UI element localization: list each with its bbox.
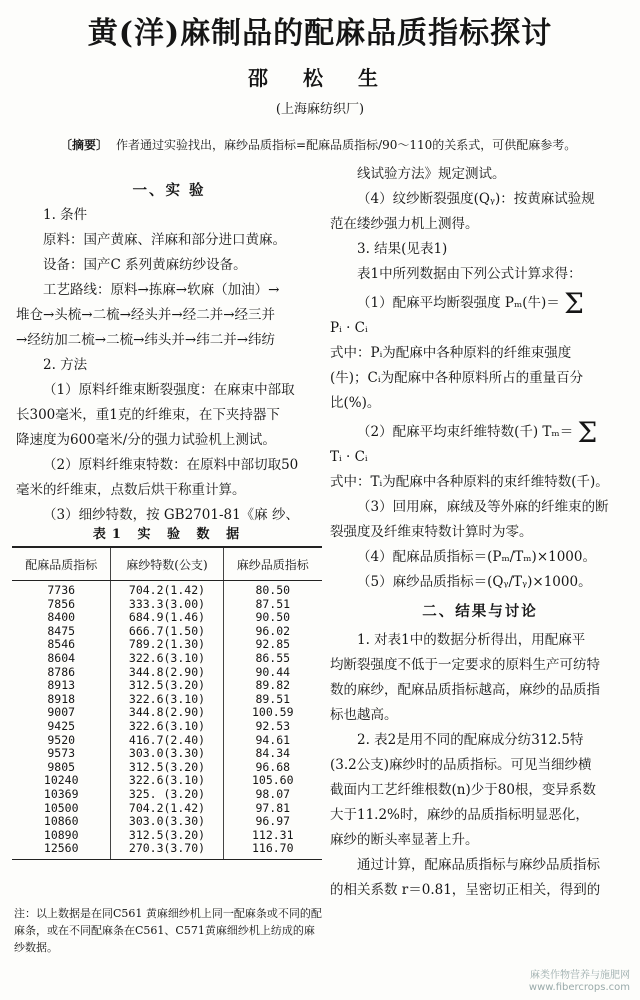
table-cell: 10369 (43, 786, 79, 801)
table-row (12, 720, 322, 734)
paragraph: 1. 对表1中的数据分析得出，用配麻平 (357, 632, 586, 648)
paragraph: 的相关系数 r＝0.81，呈密切正相关，得到的 (330, 882, 601, 898)
table-row (12, 761, 322, 775)
summation-symbol: Σ (564, 287, 584, 320)
table-cell: 8918 (47, 691, 76, 706)
table-cell: 97.81 (223, 802, 322, 816)
table-cell: 322.6(3.10) (111, 652, 223, 666)
table-cell: 9425 (47, 718, 76, 733)
table-cell: 92.53 (223, 720, 322, 734)
table-row (12, 652, 322, 666)
table-row (12, 625, 322, 639)
paragraph: 数的麻纱，配麻品质指标越高，麻纱的品质指 (330, 682, 600, 698)
table-cell: 12560 (12, 842, 111, 859)
watermark (529, 970, 630, 994)
table-cell: 9007 (47, 705, 76, 720)
table-cell: 8475 (47, 623, 76, 638)
table-note: 注：以上数据是在同C561 黄麻细纱机上同一配麻条或不同的配麻条，或在不同配麻条在C561、C571黄麻细纱机上纺成的麻纱数据。 (14, 907, 322, 954)
table-row (12, 842, 322, 859)
table-row (12, 581, 322, 598)
formula-1-tail: Pᵢ · Cᵢ (330, 320, 368, 336)
watermark-line: www.fibercrops.com (528, 982, 630, 993)
article-title: 黄(洋)麻制品的配麻品质指标探讨 (87, 16, 553, 51)
paragraph: 设备：国产C 系列黄麻纺纱设备。 (43, 257, 247, 273)
section-heading-experiment: 一、实 验 (132, 182, 206, 199)
table-row (12, 693, 322, 707)
table-cell: 8546 (47, 637, 76, 652)
table-cell: 344.8(2.90) (111, 706, 223, 720)
table-cell: 8913 (47, 678, 76, 693)
table-cell: 7736 (47, 583, 76, 597)
table-cell: 312.5(3.20) (111, 829, 223, 843)
table-cell: 116.70 (223, 842, 322, 859)
abstract-text: 作者通过实验找出，麻纱品质指标=配麻品质指标/90～110的关系式，可供配麻参考。 (116, 138, 577, 152)
paragraph: （4）纹纱断裂强度(Qᵧ)：按黄麻试验规 (357, 191, 595, 207)
paragraph: 大于11.2%时，麻纱的品质指标明显恶化， (330, 807, 589, 823)
paragraph: 堆仓→头梳→二梳→经头并→经二并→经三并 (16, 307, 276, 323)
paragraph: 原料：国产黄麻、洋麻和部分进口黄麻。 (43, 232, 286, 248)
paragraph: （2）原料纤维束特数：在原料中部切取50 (43, 457, 299, 473)
author-name: 邵 松 生 (248, 66, 392, 90)
table-cell: 322.6(3.10) (111, 693, 223, 707)
paragraph: 裂强度及纤维束特数计算时为零。 (330, 524, 533, 540)
table-cell: 96.97 (223, 815, 322, 829)
paragraph: 麻纱的断头率显著上升。 (330, 832, 479, 848)
table-cell: 94.61 (223, 734, 322, 748)
table-cell: 89.51 (223, 693, 322, 707)
table-body (12, 581, 322, 860)
paragraph: 3. 结果(见表1) (357, 241, 448, 257)
table-cell: 96.68 (223, 761, 322, 775)
paragraph: (3.2公支)麻纱时的品质指标。可见当细纱横 (330, 757, 592, 773)
table-cell: 704.2(1.42) (111, 581, 223, 598)
column-header: 配麻品质指标 (12, 547, 111, 581)
table-cell: 89.82 (223, 679, 322, 693)
right-column (330, 162, 630, 903)
table-cell: 704.2(1.42) (111, 802, 223, 816)
table-cell: 270.3(3.70) (111, 842, 223, 859)
table-cell: 98.07 (223, 788, 322, 802)
table-row (12, 666, 322, 680)
table-cell: 312.5(3.20) (111, 761, 223, 775)
paragraph: 降速度为600毫米/分的强力试验机上测试。 (16, 432, 276, 448)
table-cell: 344.8(2.90) (111, 666, 223, 680)
paragraph: 工艺路线：原料→拣麻→软麻（加油）→ (43, 282, 280, 298)
section-heading-results: 二、结果与讨论 (422, 603, 538, 620)
table-cell: 92.85 (223, 638, 322, 652)
table-row (12, 788, 322, 802)
table-cell: 312.5(3.20) (111, 679, 223, 693)
table-cell: 86.55 (223, 652, 322, 666)
table-cell: 789.2(1.30) (111, 638, 223, 652)
table-cell: 7856 (47, 596, 76, 611)
table-row (12, 815, 322, 829)
table-cell: 303.0(3.30) (111, 815, 223, 829)
paragraph: 通过计算，配麻品质指标与麻纱品质指标 (357, 857, 600, 873)
left-column (16, 178, 322, 528)
table-cell: 10890 (43, 827, 79, 842)
table-cell: 100.59 (223, 706, 322, 720)
column-header: 麻纱品质指标 (223, 547, 322, 581)
paragraph: 式中：Tᵢ为配麻中各种原料的束纤维特数(千)。 (330, 474, 609, 490)
paragraph: 均断裂强度不低于一定要求的原料生产可纺特 (330, 657, 600, 673)
experiment-data-table (12, 546, 322, 860)
table-row (12, 774, 322, 788)
paragraph: 毫米的纤维束，点数后烘干称重计算。 (16, 482, 246, 498)
table-cell: 684.9(1.46) (111, 611, 223, 625)
paragraph: 长300毫米，重1克的纤维束，在下夹持器下 (16, 407, 280, 423)
table-cell: 322.6(3.10) (111, 720, 223, 734)
table-cell: 10500 (43, 800, 79, 815)
table-header-row (12, 547, 322, 581)
formula-1: （1）配麻平均断裂强度 Pₘ(牛)＝ Σ (357, 287, 584, 320)
abstract-label: 〔摘要〕 (60, 138, 109, 152)
formula-5: （5）麻纱品质指标＝(Qᵧ/Tᵧ)×1000。 (357, 574, 592, 590)
table-cell: 9573 (47, 746, 76, 761)
table-cell: 666.7(1.50) (111, 625, 223, 639)
table-cell: 10860 (43, 814, 79, 829)
table-cell: 8400 (47, 610, 76, 625)
table-cell: 8786 (47, 664, 76, 679)
formula-4: （4）配麻品质指标＝(Pₘ/Tₘ)×1000。 (357, 549, 596, 565)
table-row (12, 802, 322, 816)
column-header: 麻纱特数(公支) (111, 547, 223, 581)
watermark-line: 麻类作物营养与施肥网 (530, 970, 630, 981)
paragraph: 式中：Pᵢ为配麻中各种原料的纤维束强度 (330, 345, 572, 361)
paragraph: （1）原料纤维束断裂强度：在麻束中部取 (43, 382, 295, 398)
table-cell: 90.50 (223, 611, 322, 625)
abstract (60, 136, 620, 154)
table-row (12, 611, 322, 625)
summation-symbol: Σ (577, 416, 598, 449)
table-cell: 416.7(2.40) (111, 734, 223, 748)
table-cell: 87.51 (223, 598, 322, 612)
table-caption: 表1 实 验 数 据 (92, 527, 246, 542)
table-cell: 9520 (47, 732, 76, 747)
paragraph: （3）细纱特数，按 GB2701-81《麻 纱、 (43, 507, 299, 523)
paragraph: 比(%)。 (330, 395, 381, 411)
paragraph: 2. 表2是用不同的配麻成分纺312.5特 (357, 732, 584, 748)
table-cell: 96.02 (223, 625, 322, 639)
paragraph: 1. 条件 (43, 207, 88, 223)
author-affiliation: (上海麻纺织厂) (275, 102, 365, 117)
table-row (12, 747, 322, 761)
formula-2-tail: Tᵢ · Cᵢ (330, 449, 368, 465)
paragraph: 线试验方法》规定测试。 (357, 166, 506, 182)
table-cell: 112.31 (223, 829, 322, 843)
table-row (12, 734, 322, 748)
paragraph: 标也越高。 (330, 707, 398, 723)
table-cell: 325. (3.20) (111, 788, 223, 802)
table-cell: 105.60 (223, 774, 322, 788)
paragraph: 截面内工艺纤维根数(n)少于80根，变异系数 (330, 782, 596, 798)
formula-2: （2）配麻平均束纤维特数(千) Tₘ＝ Σ (357, 416, 598, 449)
paragraph: （3）回用麻，麻绒及等外麻的纤维束的断 (357, 499, 609, 515)
paragraph: →经纺加二梳→二梳→纬头并→纬二并→纬纺 (16, 332, 276, 348)
paragraph: 2. 方法 (43, 357, 88, 373)
table-cell: 322.6(3.10) (111, 774, 223, 788)
table-cell: 9805 (47, 759, 76, 774)
paragraph: 范在缕纱强力机上测得。 (330, 216, 479, 232)
table-cell: 84.34 (223, 747, 322, 761)
paragraph: (牛)；Cᵢ为配麻中各种原料所占的重量百分 (330, 370, 584, 386)
table-cell: 303.0(3.30) (111, 747, 223, 761)
table-row (12, 829, 322, 843)
table-row (12, 679, 322, 693)
table-row (12, 598, 322, 612)
table-row (12, 638, 322, 652)
table-cell: 10240 (43, 773, 79, 788)
table-cell: 90.44 (223, 666, 322, 680)
table-cell: 80.50 (223, 581, 322, 598)
table-row (12, 706, 322, 720)
table-cell: 8604 (47, 650, 76, 665)
table-cell: 333.3(3.00) (111, 598, 223, 612)
paragraph: 表1中所列数据由下列公式计算求得： (357, 266, 582, 282)
